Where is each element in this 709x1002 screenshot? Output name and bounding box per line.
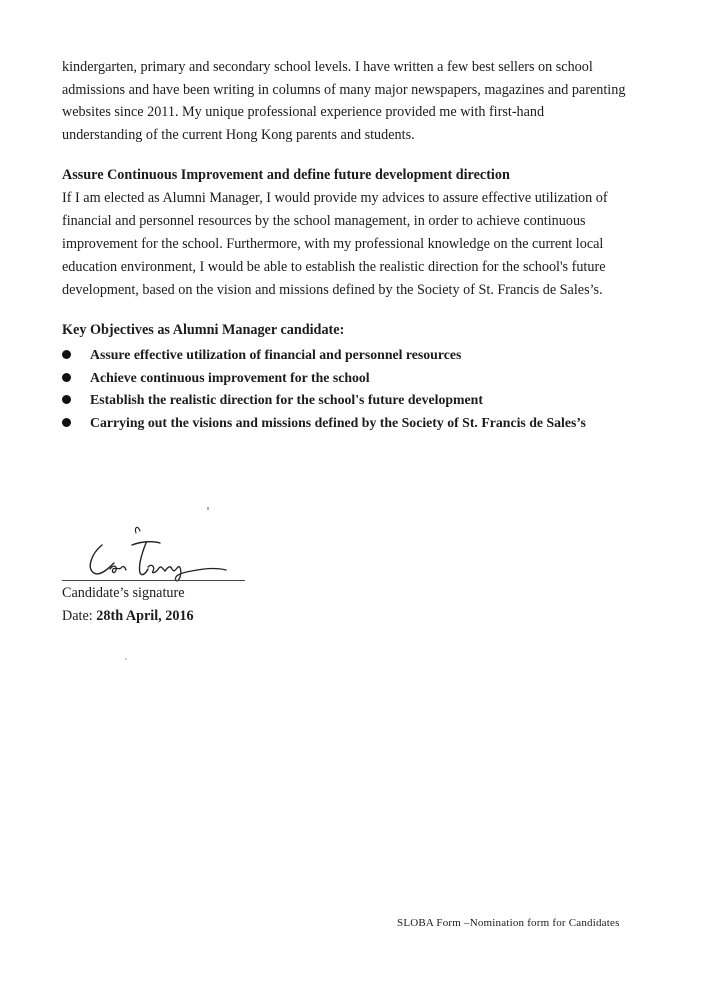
- paragraph-line: websites since 2011. My unique professional experience provided me with first-hand: [62, 104, 545, 120]
- signature-label: Candidate’s signature: [62, 585, 185, 601]
- paragraph-line: kindergarten, primary and secondary school levels. I have written a few best sellers on school: [62, 59, 593, 75]
- objective-text: Carrying out the visions and missions defined by the Society of St. Francis de Sales’s: [90, 414, 586, 430]
- paragraph-line: admissions and have been writing in columns of many major newspapers, magazines and parenting: [62, 81, 626, 98]
- paragraph-line: education environment, I would be able to establish the realistic direction for the school's future: [62, 259, 606, 275]
- improvement-heading: Assure Continuous Improvement and define future development direction: [62, 167, 510, 183]
- objective-text: Establish the realistic direction for the school's future development: [90, 392, 483, 407]
- improvement-paragraph: [62, 187, 662, 302]
- bullet-icon: [62, 395, 71, 404]
- bullet-icon: [62, 418, 71, 427]
- handwritten-signature: [80, 523, 230, 583]
- scan-speck: [207, 507, 209, 510]
- objectives-heading: Key Objectives as Alumni Manager candidate:: [62, 322, 345, 338]
- date-line: [62, 608, 194, 625]
- paragraph-line: If I am elected as Alumni Manager, I would provide my advices to assure effective utilization of: [62, 190, 608, 206]
- paragraph-line: development, based on the vision and missions defined by the Society of St. Francis de Sales’s.: [62, 282, 603, 298]
- date-label: Date:: [62, 608, 97, 624]
- paragraph-line: understanding of the current Hong Kong parents and students.: [62, 126, 415, 143]
- paragraph-line: financial and personnel resources by the school management, in order to achieve continuous: [62, 213, 586, 229]
- objective-text: Assure effective utilization of financial and personnel resources: [90, 347, 462, 362]
- scan-speck: [125, 658, 127, 660]
- objective-item: [62, 367, 586, 390]
- form-footer: SLOBA Form –Nomination form for Candidates: [397, 917, 620, 929]
- objective-item: [62, 389, 586, 412]
- objective-item: [62, 344, 586, 367]
- signature-line: [62, 580, 245, 581]
- objective-text: Achieve continuous improvement for the school: [90, 369, 370, 385]
- objective-item: [62, 412, 586, 435]
- intro-paragraph: [62, 56, 662, 146]
- objectives-list: [62, 344, 586, 434]
- paragraph-line: improvement for the school. Furthermore, with my professional knowledge on the current local: [62, 236, 604, 252]
- date-value: 28th April, 2016: [96, 608, 194, 624]
- bullet-icon: [62, 350, 71, 359]
- bullet-icon: [62, 373, 71, 382]
